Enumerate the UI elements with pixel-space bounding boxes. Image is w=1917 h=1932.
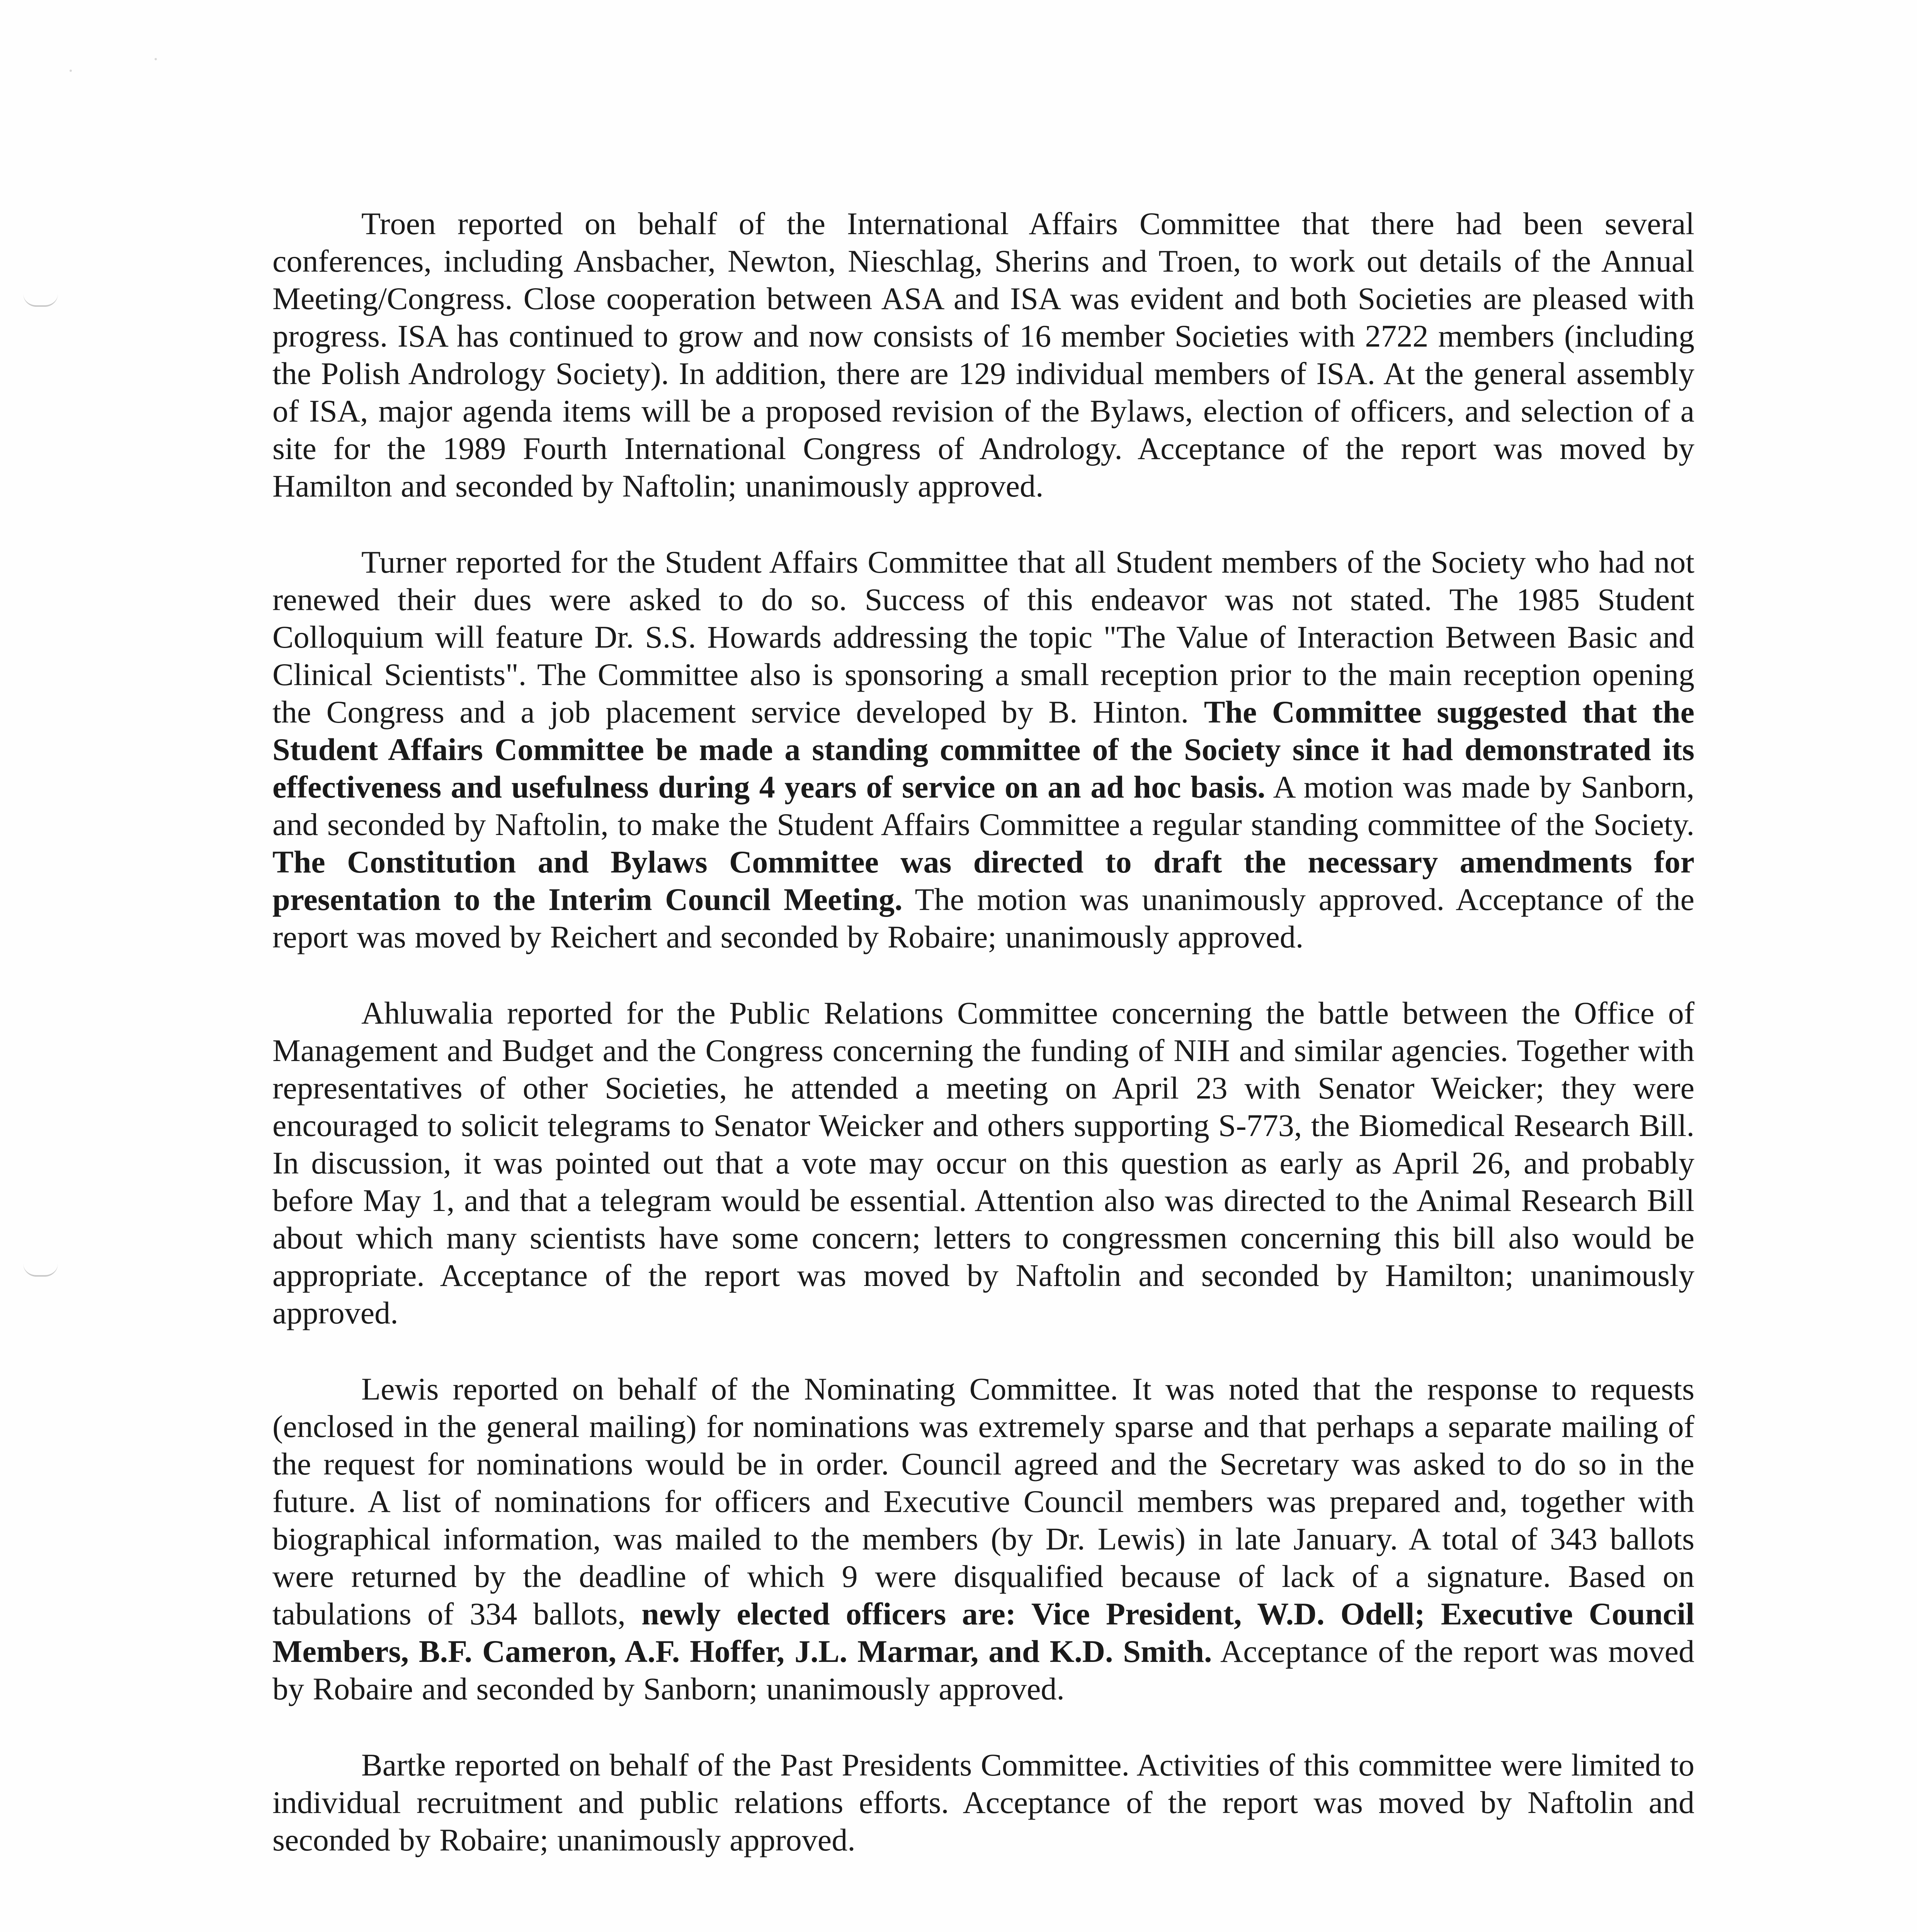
text-run: The motion was unanimously approved. Acceptance of the report was moved by Reichert and seconded by Robaire; unanimously approved. bbox=[272, 882, 1694, 954]
paragraph-student-affairs bbox=[272, 543, 1694, 956]
scan-speck bbox=[70, 70, 72, 72]
text-run: Acceptance of the report was moved by Robaire and seconded by Sanborn; unanimously approved. bbox=[272, 1634, 1695, 1706]
text-run: Ahluwalia reported for the Public Relations Committee concerning the battle between the Office of Management and Budget and the Congress concerning the funding of NIH and similar agencies. Together with representatives of other Societies, he attended a meeting on April 23 with Senator Weicker; they were encouraged to solicit telegrams to Senator Weicker and others supporting S-773, the Biomedical Research Bill. In discussion, it was pointed out that a vote may occur on this question as early as April 26, and probably before May 1, and that a telegram would be essential. Attention also was directed to the Animal Research Bill about which many scientists have some concern; letters to congressmen concerning this bill also would be appropriate. Acceptance of the report was moved by Naftolin and seconded by Hamilton; unanimously approved. bbox=[272, 995, 1694, 1330]
paragraph-past-presidents bbox=[272, 1746, 1694, 1859]
minutes-body bbox=[272, 205, 1694, 1897]
text-run: Lewis reported on behalf of the Nominating Committee. It was noted that the response to requests (enclosed in the general mailing) for nominations was extremely sparse and that perhaps a separate mailing of the request for nominations would be in order. Council agreed and the Secretary was asked to do so in the future. A list of nominations for officers and Executive Council members was prepared and, together with biographical information, was mailed to the members (by Dr. Lewis) in late January. A total of 343 ballots were returned by the deadline of which 9 were disqualified because of lack of a signature. Based on tabulations of 334 ballots, bbox=[272, 1371, 1694, 1631]
punch-hole-mark bbox=[23, 294, 58, 307]
bold-text-run: The Committee suggested that the Student Affairs Committee be made a standing committee of the Society since it had demonstrated its effectiveness and usefulness during 4 years of service on an ad hoc basis. bbox=[272, 694, 1694, 804]
text-run: Bartke reported on behalf of the Past Presidents Committee. Activities of this committee were limited to individual recruitment and public relations efforts. Acceptance of the report was moved by Naftolin and seconded by Robaire; unanimously approved. bbox=[272, 1747, 1694, 1857]
punch-hole-mark bbox=[23, 1264, 58, 1277]
scan-speck bbox=[155, 58, 157, 60]
text-run: Turner reported for the Student Affairs Committee that all Student members of the Society who had not renewed their dues were asked to do so. Success of this endeavor was not stated. The 1985 Student Colloquium will feature Dr. S.S. Howards addressing the topic "The Value of Interaction Between Basic and Clinical Scientists". The Committee also is sponsoring a small reception prior to the main reception opening the Congress and a job placement service developed by B. Hinton. bbox=[272, 544, 1694, 730]
paragraph-public-relations bbox=[272, 994, 1694, 1332]
text-run: Troen reported on behalf of the International Affairs Committee that there had been several conferences, including Ansbacher, Newton, Nieschlag, Sherins and Troen, to work out details of the Annual Meeting/Congress. Close cooperation between ASA and ISA was evident and both Societies are pleased with progress. ISA has continued to grow and now consists of 16 member Societies with 2722 members (including the Polish Andrology Society). In addition, there are 129 individual members of ISA. At the general assembly of ISA, major agenda items will be a proposed revision of the Bylaws, election of officers, and selection of a site for the 1989 Fourth International Congress of Andrology. Acceptance of the report was moved by Hamilton and seconded by Naftolin; unanimously approved. bbox=[272, 206, 1694, 503]
bold-text-run: newly elected officers are: Vice President, W.D. Odell; Executive Council Members, B.F. Cameron, A.F. Hoffer, J.L. Marmar, and K.D. Smith. bbox=[272, 1596, 1694, 1669]
bold-text-run: The Constitution and Bylaws Committee was directed to draft the necessary amendments for presentation to the Interim Council Meeting. bbox=[272, 844, 1694, 917]
paragraph-international-affairs bbox=[272, 205, 1694, 505]
text-run: A motion was made by Sanborn, and seconded by Naftolin, to make the Student Affairs Committee a regular standing committee of the Society. bbox=[272, 769, 1694, 842]
paragraph-nominating bbox=[272, 1370, 1694, 1708]
